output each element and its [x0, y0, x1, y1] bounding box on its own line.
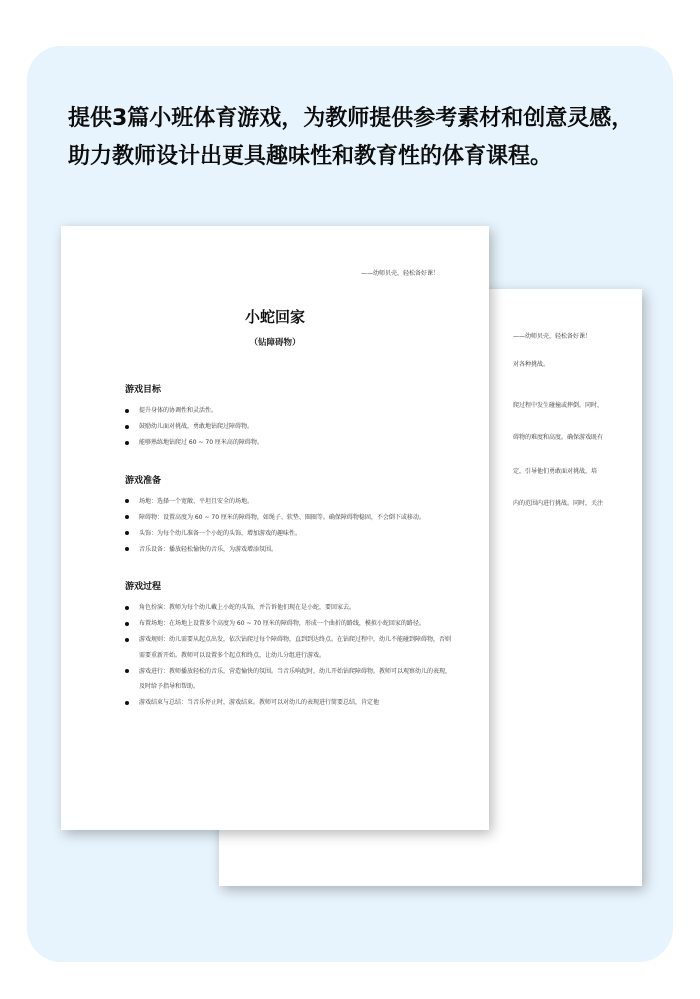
- list-item-text: 能够熟练地钻爬过 60 ~ 70 厘米高的障碍物。: [139, 439, 263, 446]
- text-fragment: 爬过程中发生碰撞或摔倒。同时，: [513, 402, 604, 409]
- list-item-text: 鼓励幼儿面对挑战，勇敢地钻爬过障碍物。: [139, 423, 254, 430]
- document-subtitle: （钻障碍物）: [249, 338, 301, 348]
- list-item: [125, 419, 455, 435]
- list-item-text: 游戏规则：幼儿需要从起点出发，依次钻爬过每个障碍物，直到到达终点。在钻爬过程中，幼儿不能碰到障碍物，否则需要重新开始。教师可以设置多个起点和终点，让幼儿分组进行游戏。: [139, 636, 452, 659]
- section-preparation: [125, 473, 455, 558]
- list-item: [125, 403, 455, 419]
- list-item-text: 场地：选择一个宽敞、平坦且安全的场地。: [139, 497, 254, 505]
- list-item: [125, 542, 455, 558]
- section-title: 游戏准备: [125, 475, 162, 486]
- list-item-text: 布置场地：在场地上设置多个高度为 60 ~ 70 厘米的障碍物，形成一个曲折的路线，模拟小蛇回家的路径。: [139, 620, 425, 627]
- bullet-icon: [125, 701, 129, 705]
- document-page-front: [61, 226, 489, 830]
- list-item: [125, 695, 455, 711]
- bullet-icon: [125, 669, 129, 673]
- list-item-text: 游戏进行：教师播放轻松的音乐，营造愉快的氛围。当音乐响起时，幼儿开始钻爬障碍物。教师可以观察幼儿的表现，及时给予指导和帮助。: [139, 667, 452, 690]
- bullet-icon: [125, 531, 129, 535]
- headline: [68, 100, 668, 176]
- text-fragment: 碍物的难度和高度。确保游戏既有: [513, 434, 604, 441]
- list-item: [125, 494, 455, 510]
- bullet-icon: [125, 547, 129, 551]
- bullet-icon: [125, 425, 129, 429]
- text-fragment: 内的范围内进行挑战。同时，关注: [513, 500, 604, 507]
- text-fragment: 对各种挑战。: [513, 361, 550, 368]
- bullet-icon: [125, 606, 129, 610]
- page-motto: ——幼师贝壳，轻松备好课！: [360, 270, 439, 277]
- bullet-icon: [125, 622, 129, 626]
- list-item-text: 音乐设备：播放轻松愉快的音乐，为游戏增添氛围。: [139, 545, 278, 553]
- section-title: 游戏目标: [125, 385, 162, 395]
- list-item: [125, 600, 455, 616]
- section-process: [125, 579, 455, 711]
- bullet-icon: [125, 638, 129, 642]
- section-goals: [125, 382, 455, 451]
- bullet-icon: [125, 441, 129, 445]
- text-fragment: 定，引导他们勇敢面对挑战，培: [513, 468, 598, 475]
- section-title: 游戏过程: [125, 582, 162, 592]
- bullet-icon: [125, 515, 129, 519]
- list-item: [125, 664, 455, 695]
- list-item-text: 头饰：为每个幼儿准备一个小蛇的头饰，增加游戏的趣味性。: [139, 529, 302, 537]
- bullet-icon: [125, 499, 129, 503]
- list-item: [125, 510, 455, 526]
- headline-line-1: 提供3篇小班体育游戏，为教师提供参考素材和创意灵感，: [68, 106, 634, 131]
- list-item: [125, 632, 455, 663]
- list-item-text: 游戏结束与总结：当音乐停止时，游戏结束。教师可以对幼儿的表现进行简要总结，肯定他: [139, 699, 380, 706]
- list-item: [125, 616, 455, 632]
- list-item-text: 障碍物：设置高度为 60 ~ 70 厘米的障碍物，如绳子、软垫、圈圈等。确保障碍物稳固，不会倒下或移动。: [139, 513, 425, 521]
- headline-line-2: 助力教师设计出更具趣味性和教育性的体育课程。: [68, 144, 553, 169]
- list-item: [125, 435, 455, 451]
- list-item-text: 提升身体的协调性和灵活性。: [139, 407, 218, 414]
- page-motto: ——幼师贝壳，轻松备好课！: [513, 333, 592, 340]
- list-item: [125, 526, 455, 542]
- bullet-icon: [125, 409, 129, 413]
- list-item-text: 角色扮演：教师为每个幼儿戴上小蛇的头饰，并告诉他们现在是小蛇，要回家去。: [139, 604, 356, 611]
- document-body: [125, 382, 455, 733]
- document-title: 小蛇回家: [244, 308, 305, 326]
